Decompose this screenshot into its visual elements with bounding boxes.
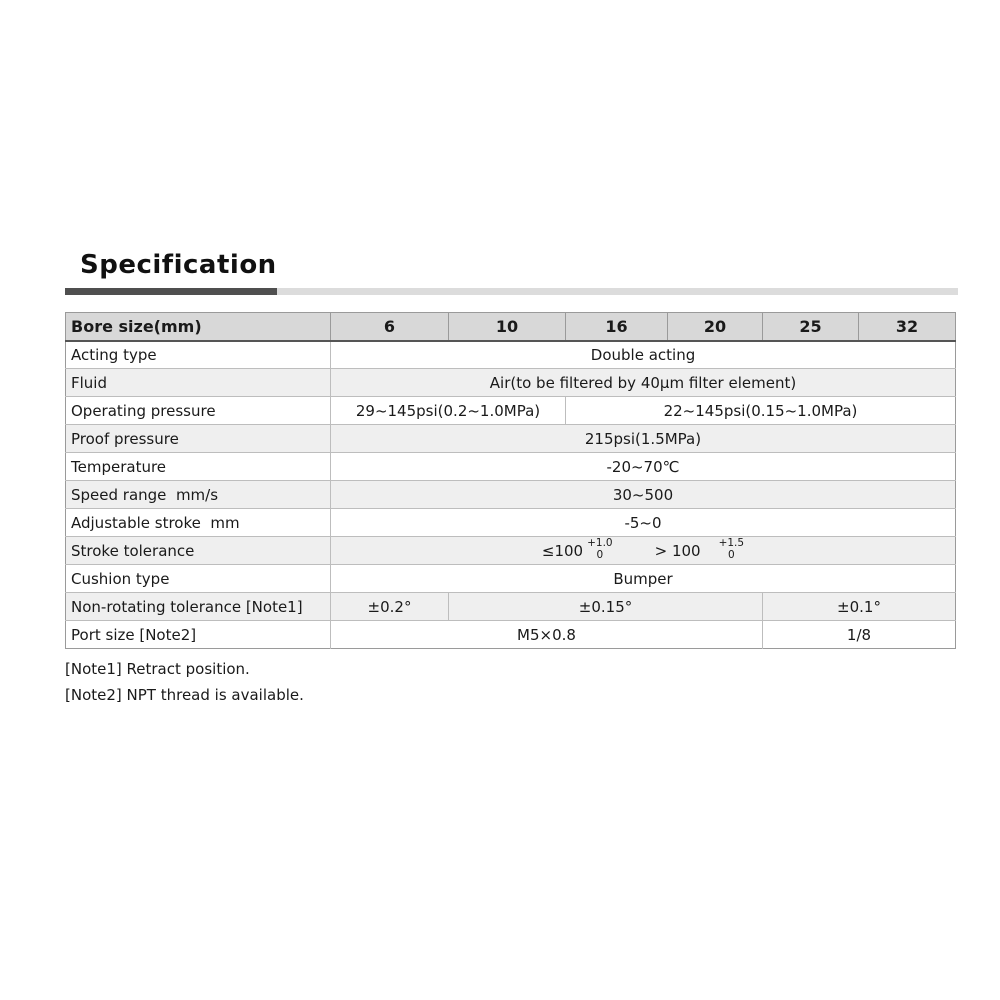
title-underline-dark-segment xyxy=(65,288,277,295)
header-col-25: 25 xyxy=(763,313,859,341)
table-row-stroke-tolerance xyxy=(66,537,956,565)
row-value-non-rotating-10-20: ±0.15° xyxy=(449,593,763,621)
stroke-tolerance-notation xyxy=(541,536,745,562)
table-row-fluid xyxy=(66,369,956,397)
table-row-temperature xyxy=(66,453,956,481)
tolerance-le-upper: +1.0 xyxy=(587,536,613,549)
note-2: [Note2] NPT thread is available. xyxy=(65,686,304,704)
tolerance-gt-upper: +1.5 xyxy=(718,536,745,549)
row-value-temperature: -20~70℃ xyxy=(331,453,956,481)
row-value-stroke-tolerance xyxy=(331,537,956,565)
row-value-non-rotating-6: ±0.2° xyxy=(331,593,449,621)
header-col-6: 6 xyxy=(331,313,449,341)
row-value-cushion-type: Bumper xyxy=(331,565,956,593)
row-value-port-size-25-32: 1/8 xyxy=(763,621,956,649)
row-value-operating-pressure-16-32: 22~145psi(0.15~1.0MPa) xyxy=(566,397,956,425)
row-value-adjustable-stroke: -5~0 xyxy=(331,509,956,537)
tolerance-gt-stack xyxy=(719,538,745,561)
table-row-speed-range xyxy=(66,481,956,509)
row-label-stroke-tolerance: Stroke tolerance xyxy=(66,537,331,565)
table-row-non-rotating-tolerance xyxy=(66,593,956,621)
table-row-port-size xyxy=(66,621,956,649)
tolerance-gt-base: > 100 xyxy=(654,541,701,560)
row-label-fluid: Fluid xyxy=(66,369,331,397)
title-underline xyxy=(65,288,958,295)
header-col-10: 10 xyxy=(449,313,566,341)
row-label-cushion-type: Cushion type xyxy=(66,565,331,593)
tolerance-gt-lower: 0 xyxy=(727,548,735,561)
row-value-port-size-6-20: M5×0.8 xyxy=(331,621,763,649)
tolerance-le-lower: 0 xyxy=(596,548,604,561)
header-col-32: 32 xyxy=(859,313,956,341)
row-value-non-rotating-25-32: ±0.1° xyxy=(763,593,956,621)
header-bore-size: Bore size(mm) xyxy=(66,313,331,341)
row-label-acting-type: Acting type xyxy=(71,345,157,364)
row-label-non-rotating-tolerance: Non-rotating tolerance [Note1] xyxy=(66,593,331,621)
header-col-16: 16 xyxy=(566,313,668,341)
row-value-fluid: Air(to be filtered by 40μm filter element) xyxy=(331,369,956,397)
table-row-adjustable-stroke xyxy=(66,509,956,537)
row-label-proof-pressure: Proof pressure xyxy=(66,425,331,453)
row-value-speed-range: 30~500 xyxy=(331,481,956,509)
row-label-speed-range: Speed range mm/s xyxy=(66,481,331,509)
specification-table xyxy=(65,312,956,649)
table-row-acting-type xyxy=(66,341,956,369)
table-row-proof-pressure xyxy=(66,425,956,453)
row-label-adjustable-stroke: Adjustable stroke mm xyxy=(66,509,331,537)
header-col-20: 20 xyxy=(668,313,763,341)
note-1: [Note1] Retract position. xyxy=(65,660,250,678)
row-label-port-size: Port size [Note2] xyxy=(66,621,331,649)
table-row-operating-pressure xyxy=(66,397,956,425)
row-value-acting-type: Double acting xyxy=(331,341,956,369)
table-row-cushion-type xyxy=(66,565,956,593)
tolerance-le-stack xyxy=(587,538,613,561)
row-label-temperature: Temperature xyxy=(66,453,331,481)
section-title: Specification xyxy=(80,250,277,280)
row-value-proof-pressure: 215psi(1.5MPa) xyxy=(331,425,956,453)
tolerance-le-base: ≤100 xyxy=(541,541,584,560)
footnotes xyxy=(65,656,304,708)
table-header-row xyxy=(66,313,956,341)
row-value-operating-pressure-6-10: 29~145psi(0.2~1.0MPa) xyxy=(331,397,566,425)
row-label-operating-pressure: Operating pressure xyxy=(66,397,331,425)
